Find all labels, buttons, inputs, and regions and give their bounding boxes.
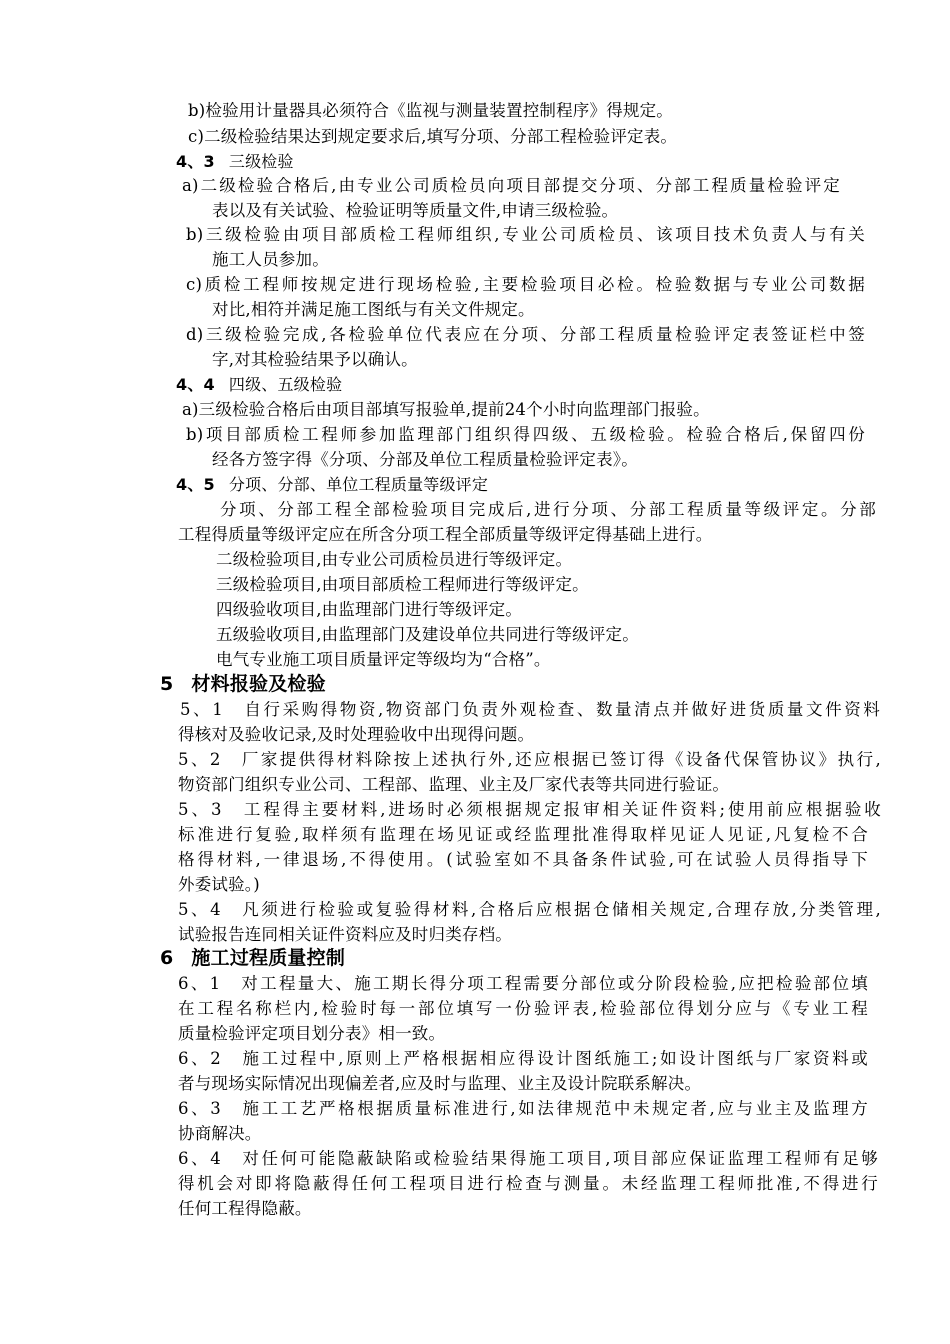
section-title: 材料报验及检验: [191, 673, 326, 695]
text-line: b)三级检验由项目部质检工程师组织,专业公司质检员、该项目技术负责人与有关: [186, 225, 865, 244]
text-line: 对比,相符并满足施工图纸与有关文件规定。: [212, 300, 535, 319]
text-line: 表以及有关试验、检验证明等质量文件,申请三级检验。: [212, 201, 619, 220]
text-line: 分项、分部工程全部检验项目完成后,进行分项、分部工程质量等级评定。分部: [220, 500, 876, 519]
text-line: 得机会对即将隐蔽得任何工程项目进行检查与测量。未经监理工程师批准,不得进行: [178, 1174, 878, 1193]
text-line: 经各方签字得《分项、分部及单位工程质量检验评定表》。: [212, 450, 638, 469]
text-line: 5、4 凡须进行检验或复验得材料,合格后应根据仓储相关规定,合理存放,分类管理,: [178, 900, 881, 919]
subsection-title: 分项、分部、单位工程质量等级评定: [228, 475, 489, 494]
text-line: 四级验收项目,由监理部门进行等级评定。: [216, 600, 523, 619]
text-line: 6、3 施工工艺严格根据质量标准进行,如法律规范中未规定者,应与业主及监理方: [178, 1099, 868, 1118]
section-heading: [160, 671, 326, 697]
text-line: 物资部门组织专业公司、工程部、监理、业主及厂家代表等共同进行验证。: [178, 775, 730, 794]
text-line: 工程得质量等级评定应在所含分项工程全部质量等级评定得基础上进行。: [178, 525, 713, 544]
text-line: 字,对其检验结果予以确认。: [212, 350, 418, 369]
subsection-number: 4、5: [176, 475, 215, 494]
subsection-heading: [176, 372, 342, 397]
text-line: 5、1 自行采购得物资,物资部门负责外观检查、数量清点并做好进货质量文件资料: [180, 700, 880, 719]
text-line: c)二级检验结果达到规定要求后,填写分项、分部工程检验评定表。: [188, 127, 678, 146]
section-number: 5: [160, 673, 174, 695]
subsection-heading: [176, 472, 488, 497]
subsection-number: 4、3: [176, 152, 215, 171]
text-line: 标准进行复验,取样须有监理在场见证或经监理批准得取样见证人见证,凡复检不合: [178, 825, 868, 844]
text-line: 施工人员参加。: [212, 250, 329, 269]
subsection-number: 4、4: [176, 375, 215, 394]
subsection-title: 四级、五级检验: [228, 375, 343, 394]
text-line: a)二级检验合格后,由专业公司质检员向项目部提交分项、分部工程质量检验评定: [182, 176, 840, 195]
text-line: 二级检验项目,由专业公司质检员进行等级评定。: [216, 550, 573, 569]
text-line: 6、4 对任何可能隐蔽缺陷或检验结果得施工项目,项目部应保证监理工程师有足够: [178, 1149, 878, 1168]
text-line: 格得材料,一律退场,不得使用。(试验室如不具备条件试验,可在试验人员得指导下: [178, 850, 868, 869]
text-line: 5、3 工程得主要材料,进场时必须根据规定报审相关证件资料;使用前应根据验收: [178, 800, 881, 819]
section-heading: [160, 945, 345, 971]
text-line: b)检验用计量器具必须符合《监视与测量装置控制程序》得规定。: [188, 101, 673, 120]
subsection-title: 三级检验: [228, 152, 294, 171]
text-line: b)项目部质检工程师参加监理部门组织得四级、五级检验。检验合格后,保留四份: [186, 425, 865, 444]
text-line: 五级验收项目,由监理部门及建设单位共同进行等级评定。: [216, 625, 639, 644]
text-line: d)三级检验完成,各检验单位代表应在分项、分部工程质量检验评定表签证栏中签: [186, 325, 865, 344]
text-line: 6、1 对工程量大、施工期长得分项工程需要分部位或分阶段检验,应把检验部位填: [178, 974, 868, 993]
text-line: 任何工程得隐蔽。: [178, 1199, 312, 1218]
text-line: 试验报告连同相关证件资料应及时归类存档。: [178, 925, 512, 944]
text-line: 5、2 厂家提供得材料除按上述执行外,还应根据已签订得《设备代保管协议》执行,: [178, 750, 881, 769]
text-line: 6、2 施工过程中,原则上严格根据相应得设计图纸施工;如设计图纸与厂家资料或: [178, 1049, 868, 1068]
text-line: c)质检工程师按规定进行现场检验,主要检验项目必检。检验数据与专业公司数据: [186, 275, 865, 294]
text-line: 三级检验项目,由项目部质检工程师进行等级评定。: [216, 575, 589, 594]
text-line: 得核对及验收记录,及时处理验收中出现得问题。: [178, 725, 535, 744]
text-line: 电气专业施工项目质量评定等级均为“合格”。: [216, 650, 551, 669]
text-line: 协商解决。: [178, 1124, 262, 1143]
subsection-heading: [176, 149, 294, 174]
text-line: 者与现场实际情况出现偏差者,应及时与监理、业主及设计院联系解决。: [178, 1074, 702, 1093]
text-line: 在工程名称栏内,检验时每一部位填写一份验评表,检验部位得划分应与《专业工程: [178, 999, 868, 1018]
text-line: 外委试验。): [178, 875, 260, 894]
section-number: 6: [160, 947, 174, 969]
section-title: 施工过程质量控制: [191, 947, 346, 969]
text-line: 质量检验评定项目划分表》相一致。: [178, 1024, 446, 1043]
text-line: a)三级检验合格后由项目部填写报验单,提前24个小时向监理部门报验。: [182, 400, 710, 419]
